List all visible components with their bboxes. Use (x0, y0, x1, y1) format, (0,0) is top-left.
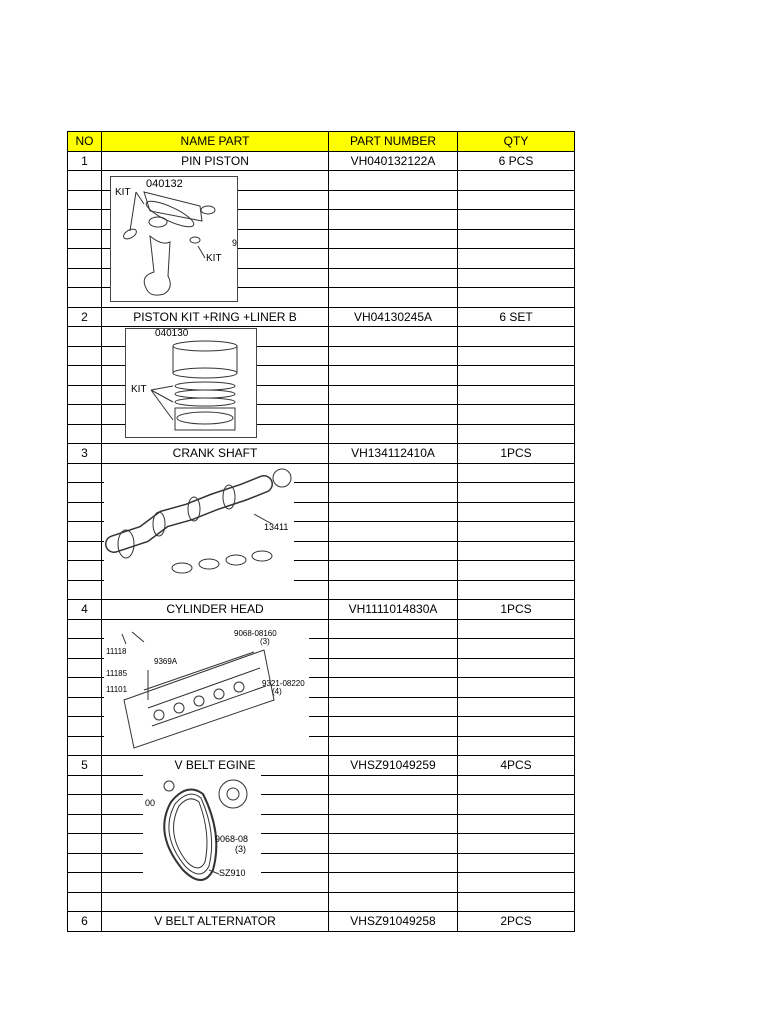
empty-cell (329, 697, 458, 717)
fig1-code: 040132 (146, 178, 183, 190)
empty-cell (329, 541, 458, 561)
empty-cell (329, 483, 458, 503)
empty-cell (329, 405, 458, 425)
empty-cell (329, 288, 458, 308)
empty-cell (68, 873, 102, 893)
empty-cell (68, 522, 102, 542)
cell-qty: 4PCS (458, 756, 575, 776)
cylinder-head-diagram (104, 630, 309, 750)
empty-cell (68, 619, 102, 639)
empty-cell (329, 249, 458, 269)
empty-cell (458, 717, 575, 737)
empty-cell (458, 853, 575, 873)
empty-cell (68, 288, 102, 308)
empty-cell (68, 697, 102, 717)
empty-cell (329, 775, 458, 795)
fig4-label-9321-qty: (4) (272, 687, 282, 696)
crank-shaft-diagram (104, 464, 294, 582)
empty-cell (329, 190, 458, 210)
empty-cell (68, 580, 102, 600)
cell-qty: 6 PCS (458, 151, 575, 171)
empty-cell (329, 366, 458, 386)
cell-part-number: VH040132122A (329, 151, 458, 171)
fig4-label-9369a: 9369A (154, 657, 178, 666)
empty-cell (329, 229, 458, 249)
empty-cell (458, 190, 575, 210)
fig4-label-11101: 11101 (106, 685, 128, 694)
empty-cell (458, 639, 575, 659)
empty-cell (329, 327, 458, 347)
empty-cell (68, 775, 102, 795)
fig4-label-9068-qty: (3) (260, 637, 270, 646)
table-row (68, 756, 575, 776)
empty-cell (458, 424, 575, 444)
cell-qty: 1PCS (458, 444, 575, 464)
empty-cell (329, 561, 458, 581)
empty-cell (458, 580, 575, 600)
empty-cell (68, 502, 102, 522)
empty-cell (68, 229, 102, 249)
empty-cell (329, 892, 458, 912)
empty-cell (458, 795, 575, 815)
empty-cell (329, 268, 458, 288)
empty-cell (102, 892, 329, 912)
fig4-label-11185: 11185 (106, 669, 128, 678)
empty-cell (68, 736, 102, 756)
cell-part-number: VH04130245A (329, 307, 458, 327)
empty-cell (458, 249, 575, 269)
empty-cell (458, 736, 575, 756)
empty-cell (68, 639, 102, 659)
header-part-number: PART NUMBER (329, 132, 458, 152)
table-header-row (68, 132, 575, 152)
empty-cell (458, 541, 575, 561)
empty-cell (458, 483, 575, 503)
fig4-label-9068: 9068-08160 (234, 630, 277, 638)
empty-cell (68, 424, 102, 444)
empty-cell (68, 814, 102, 834)
empty-cell (68, 561, 102, 581)
fig5-label-00: 00 (145, 798, 156, 808)
table-row (68, 307, 575, 327)
empty-cell (329, 658, 458, 678)
cell-no: 4 (68, 600, 102, 620)
empty-cell (329, 580, 458, 600)
empty-cell (68, 678, 102, 698)
empty-cell (68, 795, 102, 815)
empty-cell (329, 463, 458, 483)
empty-cell (329, 522, 458, 542)
empty-cell (329, 639, 458, 659)
empty-cell (68, 366, 102, 386)
empty-cell (458, 678, 575, 698)
cell-no: 3 (68, 444, 102, 464)
empty-cell (68, 892, 102, 912)
empty-cell (458, 346, 575, 366)
cell-qty: 2PCS (458, 912, 575, 932)
fig1-kit-label: KIT (115, 187, 131, 198)
empty-cell (102, 580, 329, 600)
empty-cell (329, 346, 458, 366)
empty-cell (458, 366, 575, 386)
empty-cell (329, 502, 458, 522)
cell-name-part: PIN PISTON (102, 151, 329, 171)
empty-cell (68, 268, 102, 288)
empty-cell (458, 892, 575, 912)
empty-cell (68, 327, 102, 347)
empty-cell (329, 171, 458, 191)
fig1-side-label: 9 (232, 238, 238, 248)
empty-cell (68, 463, 102, 483)
cell-name-part: CRANK SHAFT (102, 444, 329, 464)
cell-name-part: CYLINDER HEAD (102, 600, 329, 620)
empty-cell (68, 210, 102, 230)
empty-cell (329, 814, 458, 834)
empty-cell (458, 210, 575, 230)
empty-cell (458, 561, 575, 581)
empty-cell (458, 775, 575, 795)
table-row (68, 444, 575, 464)
empty-cell (458, 502, 575, 522)
empty-cell (458, 268, 575, 288)
cell-part-number: VH134112410A (329, 444, 458, 464)
cell-no: 1 (68, 151, 102, 171)
empty-cell (329, 873, 458, 893)
empty-cell (329, 678, 458, 698)
fig5-label-9068-qty: (3) (235, 844, 246, 854)
fig4-label-9321: 9321-08220 (262, 679, 305, 688)
empty-cell (329, 210, 458, 230)
cell-part-number: VHSZ91049259 (329, 756, 458, 776)
empty-cell (458, 697, 575, 717)
table-row (68, 600, 575, 620)
empty-cell (68, 249, 102, 269)
empty-row (68, 580, 575, 600)
cell-no: 2 (68, 307, 102, 327)
cell-no: 5 (68, 756, 102, 776)
empty-cell (458, 834, 575, 854)
empty-cell (458, 385, 575, 405)
piston-kit-diagram (125, 328, 257, 438)
pin-piston-diagram (110, 176, 238, 302)
empty-cell (458, 229, 575, 249)
empty-cell (329, 853, 458, 873)
cell-part-number: VH1111014830A (329, 600, 458, 620)
empty-cell (458, 658, 575, 678)
empty-cell (458, 463, 575, 483)
empty-cell (329, 717, 458, 737)
cell-qty: 6 SET (458, 307, 575, 327)
empty-cell (329, 795, 458, 815)
cell-qty: 1PCS (458, 600, 575, 620)
empty-cell (329, 424, 458, 444)
cell-part-number: VHSZ91049258 (329, 912, 458, 932)
empty-cell (68, 834, 102, 854)
fig4-label-11118: 11118 (106, 647, 127, 656)
empty-cell (68, 541, 102, 561)
empty-cell (329, 834, 458, 854)
cell-no: 6 (68, 912, 102, 932)
empty-row (68, 892, 575, 912)
empty-cell (68, 385, 102, 405)
empty-cell (458, 327, 575, 347)
cell-name-part: V BELT ALTERNATOR (102, 912, 329, 932)
fig5-label-9068: 9068-08 (215, 834, 249, 844)
empty-cell (68, 405, 102, 425)
table-row (68, 912, 575, 932)
empty-cell (68, 853, 102, 873)
empty-cell (68, 658, 102, 678)
fig2-code: 040130 (155, 328, 189, 339)
empty-cell (68, 483, 102, 503)
empty-cell (458, 171, 575, 191)
cell-name-part: PISTON KIT +RING +LINER B (102, 307, 329, 327)
table-row (68, 151, 575, 171)
empty-cell (458, 873, 575, 893)
empty-cell (68, 190, 102, 210)
header-name-part: NAME PART (102, 132, 329, 152)
empty-cell (329, 736, 458, 756)
empty-cell (68, 346, 102, 366)
empty-cell (68, 171, 102, 191)
empty-cell (329, 619, 458, 639)
v-belt-diagram (143, 774, 261, 892)
empty-cell (68, 717, 102, 737)
fig1-kit-label-2: KIT (206, 253, 222, 264)
empty-cell (458, 814, 575, 834)
header-qty: QTY (458, 132, 575, 152)
empty-cell (458, 288, 575, 308)
fig3-code: 13411 (264, 522, 289, 532)
fig2-kit-label: KIT (131, 384, 147, 395)
empty-cell (458, 522, 575, 542)
empty-cell (458, 619, 575, 639)
empty-cell (458, 405, 575, 425)
fig5-label-sz910: SZ910 (219, 868, 246, 878)
header-no: NO (68, 132, 102, 152)
cell-name-part: V BELT EGINE (102, 756, 329, 776)
empty-cell (329, 385, 458, 405)
